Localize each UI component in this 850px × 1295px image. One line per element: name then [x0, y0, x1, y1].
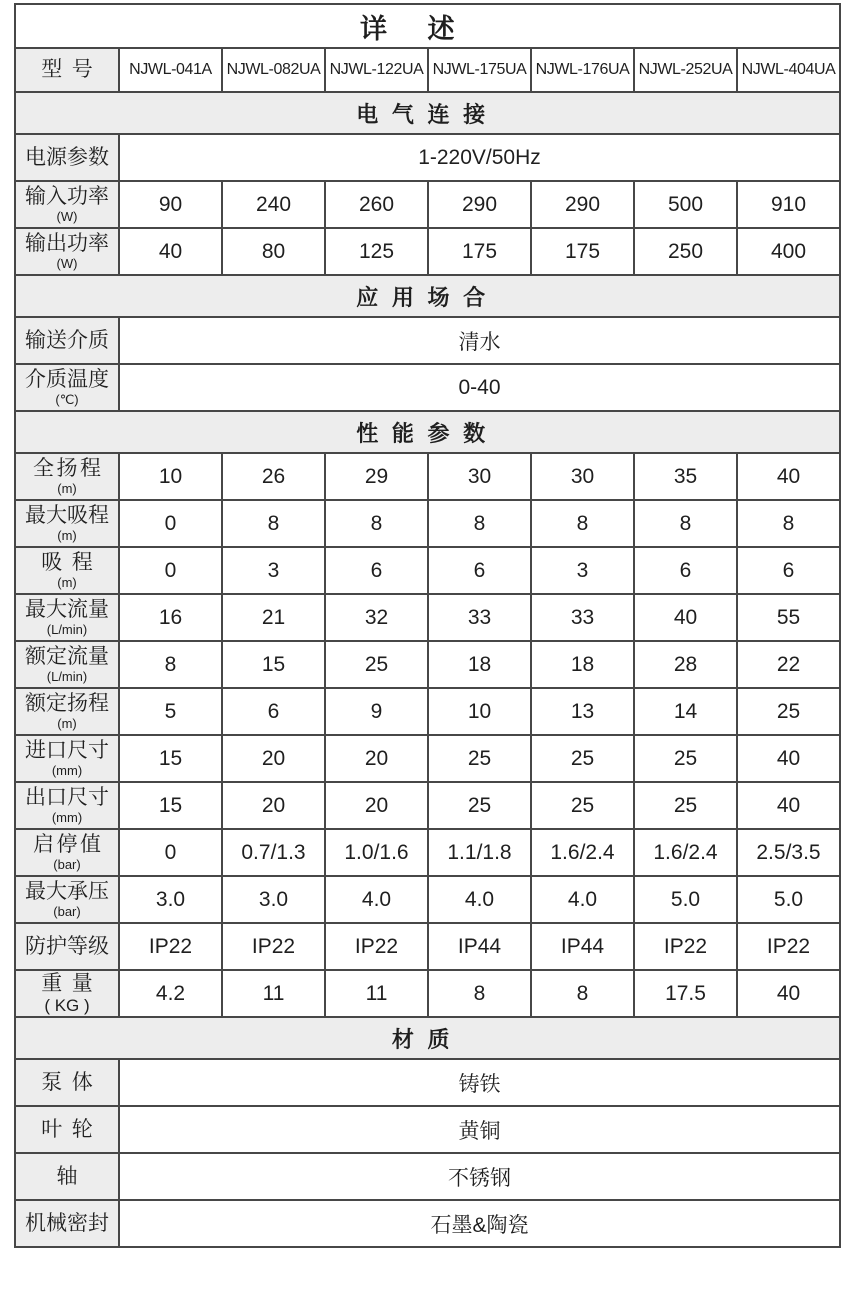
row-label-unit: (W): [56, 208, 78, 224]
section-header: 材质: [15, 1017, 840, 1059]
value-cell: 290: [428, 181, 531, 228]
value-cell: IP22: [222, 923, 325, 970]
section-header-row: [15, 411, 840, 453]
row-label: [15, 1153, 119, 1200]
value-cell: 30: [428, 453, 531, 500]
spec-row: [15, 500, 840, 547]
row-label-text: 输入功率: [25, 185, 109, 209]
value-cell: 14: [634, 688, 737, 735]
value-cell: 8: [428, 500, 531, 547]
value-cell: 13: [531, 688, 634, 735]
value-cell: 40: [737, 782, 840, 829]
value-cell: 15: [119, 782, 222, 829]
row-label-unit: (m): [57, 715, 77, 731]
row-label-text: 最大承压: [25, 880, 109, 904]
row-label-unit: (mm): [51, 809, 83, 825]
row-label: [15, 453, 119, 500]
value-cell: 40: [634, 594, 737, 641]
spec-row: [15, 1153, 840, 1200]
value-cell: 3: [531, 547, 634, 594]
value-cell: 250: [634, 228, 737, 275]
spec-row: [15, 829, 840, 876]
row-label: [15, 735, 119, 782]
section-header: 电气连接: [15, 92, 840, 134]
model-name: NJWL-176UA: [531, 48, 634, 92]
value-cell: 10: [428, 688, 531, 735]
value-cell: 175: [428, 228, 531, 275]
value-cell: IP22: [325, 923, 428, 970]
model-name: NJWL-404UA: [737, 48, 840, 92]
spec-row: [15, 1106, 840, 1153]
value-cell: 0.7/1.3: [222, 829, 325, 876]
value-cell: 1.6/2.4: [634, 829, 737, 876]
value-cell-merged: 黄铜: [119, 1106, 840, 1153]
row-label-text: 出口尺寸: [25, 786, 109, 810]
value-cell: 240: [222, 181, 325, 228]
value-cell: 6: [634, 547, 737, 594]
value-cell: 25: [428, 782, 531, 829]
row-label-unit: (m): [57, 527, 77, 543]
value-cell: 11: [325, 970, 428, 1017]
value-cell: 3.0: [222, 876, 325, 923]
section-header-row: [15, 275, 840, 317]
row-label: [15, 594, 119, 641]
row-label: [15, 1106, 119, 1153]
row-label: [15, 970, 119, 1017]
value-cell: 290: [531, 181, 634, 228]
section-header: 性能参数: [15, 411, 840, 453]
row-label-unit: (L/min): [46, 621, 88, 637]
row-label-unit: (bar): [53, 903, 81, 919]
row-label-text: 叶轮: [41, 1117, 103, 1141]
row-label: [15, 364, 119, 411]
row-label: [15, 876, 119, 923]
value-cell: 35: [634, 453, 737, 500]
value-cell: 25: [737, 688, 840, 735]
pump-spec-table: [14, 3, 841, 1248]
row-label-text: 吸程: [41, 551, 103, 575]
value-cell: 21: [222, 594, 325, 641]
table-title: 详述: [15, 4, 840, 48]
value-cell: 125: [325, 228, 428, 275]
spec-row: [15, 181, 840, 228]
value-cell: 5.0: [634, 876, 737, 923]
value-cell: IP44: [531, 923, 634, 970]
spec-row: [15, 317, 840, 364]
row-label-text: 额定扬程: [25, 692, 109, 716]
row-label: [15, 48, 119, 92]
value-cell: 16: [119, 594, 222, 641]
row-label: [15, 547, 119, 594]
value-cell: 8: [737, 500, 840, 547]
row-label-unit: ( KG ): [44, 995, 90, 1015]
value-cell: 8: [325, 500, 428, 547]
value-cell: 8: [531, 500, 634, 547]
row-label: [15, 1200, 119, 1247]
row-label: [15, 1059, 119, 1106]
row-label-text: 防护等级: [25, 934, 109, 958]
value-cell: 8: [531, 970, 634, 1017]
value-cell: 33: [428, 594, 531, 641]
title-row: [15, 4, 840, 48]
row-label: [15, 134, 119, 181]
value-cell: 29: [325, 453, 428, 500]
row-label-text: 泵体: [41, 1070, 103, 1094]
spec-row: [15, 1200, 840, 1247]
value-cell: 33: [531, 594, 634, 641]
value-cell: 8: [222, 500, 325, 547]
value-cell: 25: [531, 782, 634, 829]
value-cell: 4.0: [325, 876, 428, 923]
row-label-unit: (℃): [55, 391, 79, 407]
value-cell: 26: [222, 453, 325, 500]
row-label-text: 启停值: [32, 833, 104, 857]
value-cell-merged: 石墨&陶瓷: [119, 1200, 840, 1247]
value-cell: 5: [119, 688, 222, 735]
value-cell: 3.0: [119, 876, 222, 923]
spec-row: [15, 228, 840, 275]
model-name: NJWL-041A: [119, 48, 222, 92]
spec-row: [15, 923, 840, 970]
value-cell: 30: [531, 453, 634, 500]
value-cell: IP44: [428, 923, 531, 970]
value-cell: 10: [119, 453, 222, 500]
row-label-unit: (W): [56, 255, 78, 271]
value-cell: 4.0: [531, 876, 634, 923]
row-label: [15, 181, 119, 228]
value-cell: 25: [325, 641, 428, 688]
value-cell: 11: [222, 970, 325, 1017]
value-cell: 0: [119, 500, 222, 547]
value-cell: 28: [634, 641, 737, 688]
value-cell: 40: [119, 228, 222, 275]
spec-row: [15, 364, 840, 411]
row-label: [15, 688, 119, 735]
model-name: NJWL-082UA: [222, 48, 325, 92]
row-label: [15, 829, 119, 876]
spec-row: [15, 970, 840, 1017]
row-label-text: 机械密封: [25, 1211, 109, 1235]
row-label-text: 最大吸程: [25, 504, 109, 528]
value-cell: 20: [325, 735, 428, 782]
spec-row: [15, 876, 840, 923]
value-cell: 20: [222, 735, 325, 782]
spec-row: [15, 594, 840, 641]
value-cell: 500: [634, 181, 737, 228]
value-cell: 6: [325, 547, 428, 594]
value-cell-merged: 清水: [119, 317, 840, 364]
row-label-unit: (mm): [51, 762, 83, 778]
value-cell: 260: [325, 181, 428, 228]
value-cell: 22: [737, 641, 840, 688]
value-cell: 1.0/1.6: [325, 829, 428, 876]
value-cell: 40: [737, 970, 840, 1017]
value-cell: 3: [222, 547, 325, 594]
row-label-text: 全扬程: [32, 457, 104, 481]
spec-row: [15, 641, 840, 688]
section-header-row: [15, 92, 840, 134]
row-label-text: 输送介质: [25, 328, 109, 352]
model-row: [15, 48, 840, 92]
value-cell: 910: [737, 181, 840, 228]
row-label: [15, 641, 119, 688]
row-label-text: 介质温度: [25, 368, 109, 392]
value-cell: 40: [737, 453, 840, 500]
value-cell: 9: [325, 688, 428, 735]
value-cell-merged: 铸铁: [119, 1059, 840, 1106]
value-cell: 25: [634, 782, 737, 829]
value-cell: 17.5: [634, 970, 737, 1017]
value-cell: 80: [222, 228, 325, 275]
row-label-unit: (L/min): [46, 668, 88, 684]
value-cell: IP22: [634, 923, 737, 970]
value-cell: 1.6/2.4: [531, 829, 634, 876]
spec-row: [15, 782, 840, 829]
value-cell: 4.0: [428, 876, 531, 923]
value-cell: 0: [119, 547, 222, 594]
row-label-text: 额定流量: [25, 645, 109, 669]
spec-row: [15, 1059, 840, 1106]
value-cell: 6: [222, 688, 325, 735]
value-cell: 15: [119, 735, 222, 782]
value-cell: 6: [428, 547, 531, 594]
spec-row: [15, 688, 840, 735]
model-name: NJWL-175UA: [428, 48, 531, 92]
row-label-text: 电源参数: [25, 145, 109, 169]
value-cell: 25: [428, 735, 531, 782]
section-header-row: [15, 1017, 840, 1059]
row-label: [15, 317, 119, 364]
model-name: NJWL-252UA: [634, 48, 737, 92]
row-label: [15, 228, 119, 275]
row-label-text: 型号: [41, 58, 103, 82]
spec-row: [15, 735, 840, 782]
row-label-text: 输出功率: [25, 232, 109, 256]
value-cell: 20: [325, 782, 428, 829]
value-cell: 8: [428, 970, 531, 1017]
value-cell: 8: [119, 641, 222, 688]
value-cell: 40: [737, 735, 840, 782]
value-cell-merged: 不锈钢: [119, 1153, 840, 1200]
spec-row: [15, 134, 840, 181]
row-label: [15, 500, 119, 547]
value-cell: 15: [222, 641, 325, 688]
value-cell: 18: [531, 641, 634, 688]
row-label: [15, 923, 119, 970]
value-cell: 0: [119, 829, 222, 876]
spec-row: [15, 453, 840, 500]
section-header: 应用场合: [15, 275, 840, 317]
model-name: NJWL-122UA: [325, 48, 428, 92]
row-label-unit: (m): [57, 574, 77, 590]
value-cell: 90: [119, 181, 222, 228]
row-label: [15, 782, 119, 829]
value-cell-merged: 1-220V/50Hz: [119, 134, 840, 181]
row-label-text: 轴: [56, 1164, 78, 1188]
value-cell: 32: [325, 594, 428, 641]
value-cell-merged: 0-40: [119, 364, 840, 411]
value-cell: 55: [737, 594, 840, 641]
row-label-text: 最大流量: [25, 598, 109, 622]
value-cell: 8: [634, 500, 737, 547]
row-label-unit: (m): [57, 480, 77, 496]
value-cell: IP22: [119, 923, 222, 970]
value-cell: 18: [428, 641, 531, 688]
row-label-text: 进口尺寸: [25, 739, 109, 763]
value-cell: 1.1/1.8: [428, 829, 531, 876]
value-cell: 4.2: [119, 970, 222, 1017]
value-cell: 25: [634, 735, 737, 782]
spec-row: [15, 547, 840, 594]
value-cell: 5.0: [737, 876, 840, 923]
value-cell: IP22: [737, 923, 840, 970]
value-cell: 25: [531, 735, 634, 782]
value-cell: 400: [737, 228, 840, 275]
value-cell: 20: [222, 782, 325, 829]
value-cell: 175: [531, 228, 634, 275]
row-label-text: 重量: [41, 972, 103, 996]
value-cell: 2.5/3.5: [737, 829, 840, 876]
value-cell: 6: [737, 547, 840, 594]
row-label-unit: (bar): [53, 856, 81, 872]
